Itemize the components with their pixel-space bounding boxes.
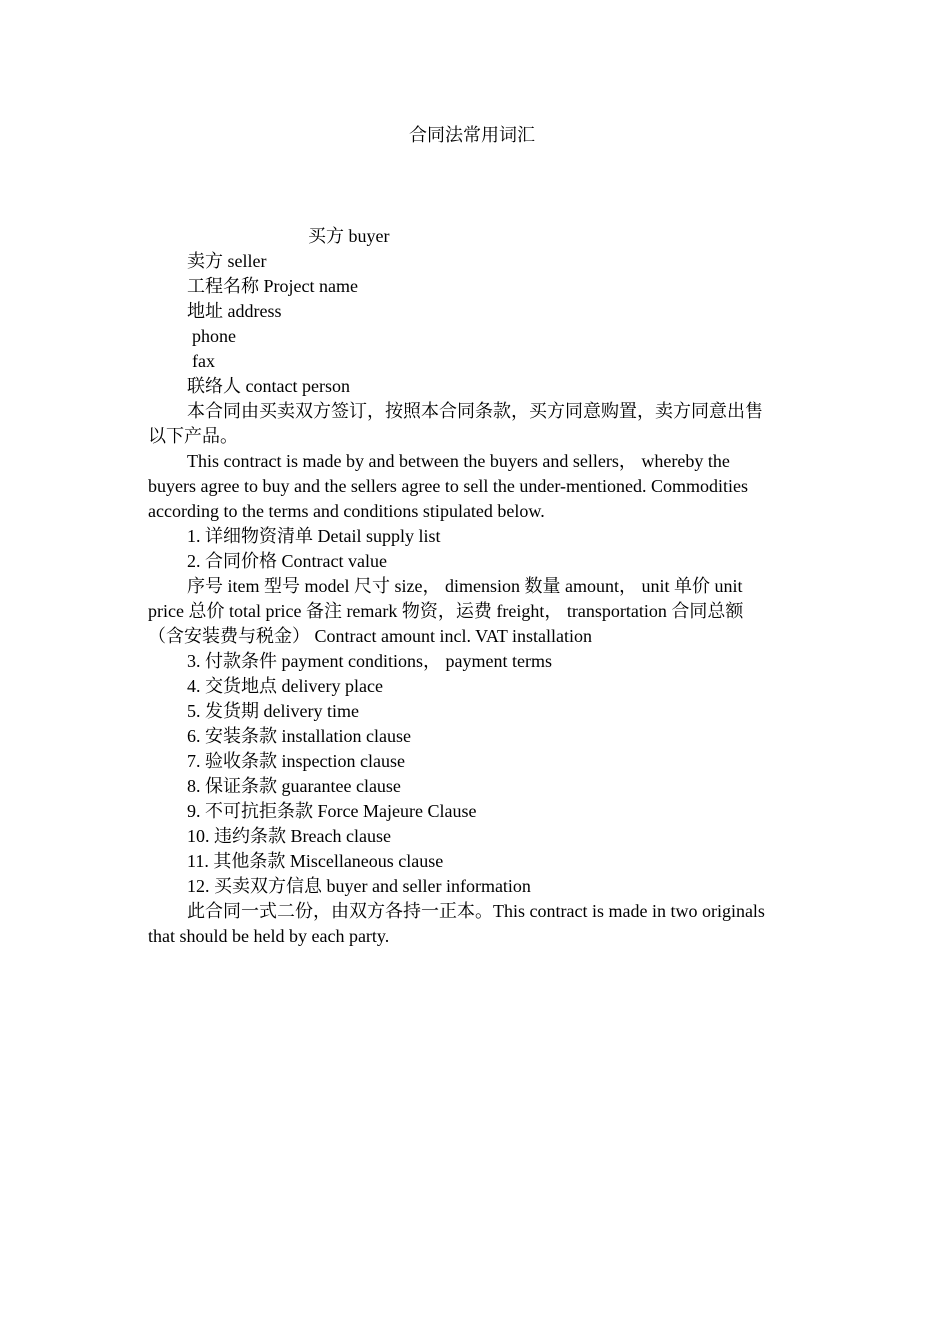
list-item-7: 7. 验收条款 inspection clause	[187, 751, 405, 771]
paragraph-en-intro-line-2: buyers agree to buy and the sellers agree to sell the under-mentioned. Commodities	[148, 476, 748, 496]
paragraph-cn-intro-line-1: 本合同由买卖双方签订，按照本合同条款，买方同意购置，卖方同意出售	[187, 401, 763, 421]
line-contact-person: 联络人 contact person	[187, 376, 350, 396]
line-address: 地址 address	[187, 301, 282, 321]
paragraph-en-intro-line-1: This contract is made by and between the buyers and sellers， whereby the	[187, 451, 730, 471]
line-fax: fax	[192, 351, 215, 371]
list-item-10: 10. 违约条款 Breach clause	[187, 826, 391, 846]
document-title: 合同法常用词汇	[409, 125, 535, 145]
price-terms-line-2: price 总价 total price 备注 remark 物资，运费 freight， transportation 合同总额	[148, 601, 744, 621]
list-item-1: 1. 详细物资清单 Detail supply list	[187, 526, 441, 546]
line-buyer: 买方 buyer	[308, 226, 390, 246]
list-item-9: 9. 不可抗拒条款 Force Majeure Clause	[187, 801, 477, 821]
line-phone: phone	[192, 326, 236, 346]
price-terms-line-1: 序号 item 型号 model 尺寸 size， dimension 数量 amount， unit 单价 unit	[187, 576, 743, 596]
list-item-5: 5. 发货期 delivery time	[187, 701, 359, 721]
list-item-8: 8. 保证条款 guarantee clause	[187, 776, 401, 796]
paragraph-en-intro-line-3: according to the terms and conditions stipulated below.	[148, 501, 545, 521]
price-terms-line-3: （含安装费与税金） Contract amount incl. VAT installation	[148, 626, 592, 646]
paragraph-cn-intro-line-2: 以下产品。	[148, 426, 238, 446]
list-item-4: 4. 交货地点 delivery place	[187, 676, 383, 696]
list-item-12: 12. 买卖双方信息 buyer and seller information	[187, 876, 531, 896]
list-item-2: 2. 合同价格 Contract value	[187, 551, 387, 571]
list-item-3: 3. 付款条件 payment conditions， payment terms	[187, 651, 552, 671]
list-item-6: 6. 安装条款 installation clause	[187, 726, 411, 746]
closing-line-1: 此合同一式二份，由双方各持一正本。This contract is made in two originals	[187, 901, 765, 921]
line-project-name: 工程名称 Project name	[187, 276, 358, 296]
closing-line-2: that should be held by each party.	[148, 926, 390, 946]
list-item-11: 11. 其他条款 Miscellaneous clause	[187, 851, 444, 871]
line-seller: 卖方 seller	[187, 251, 267, 271]
